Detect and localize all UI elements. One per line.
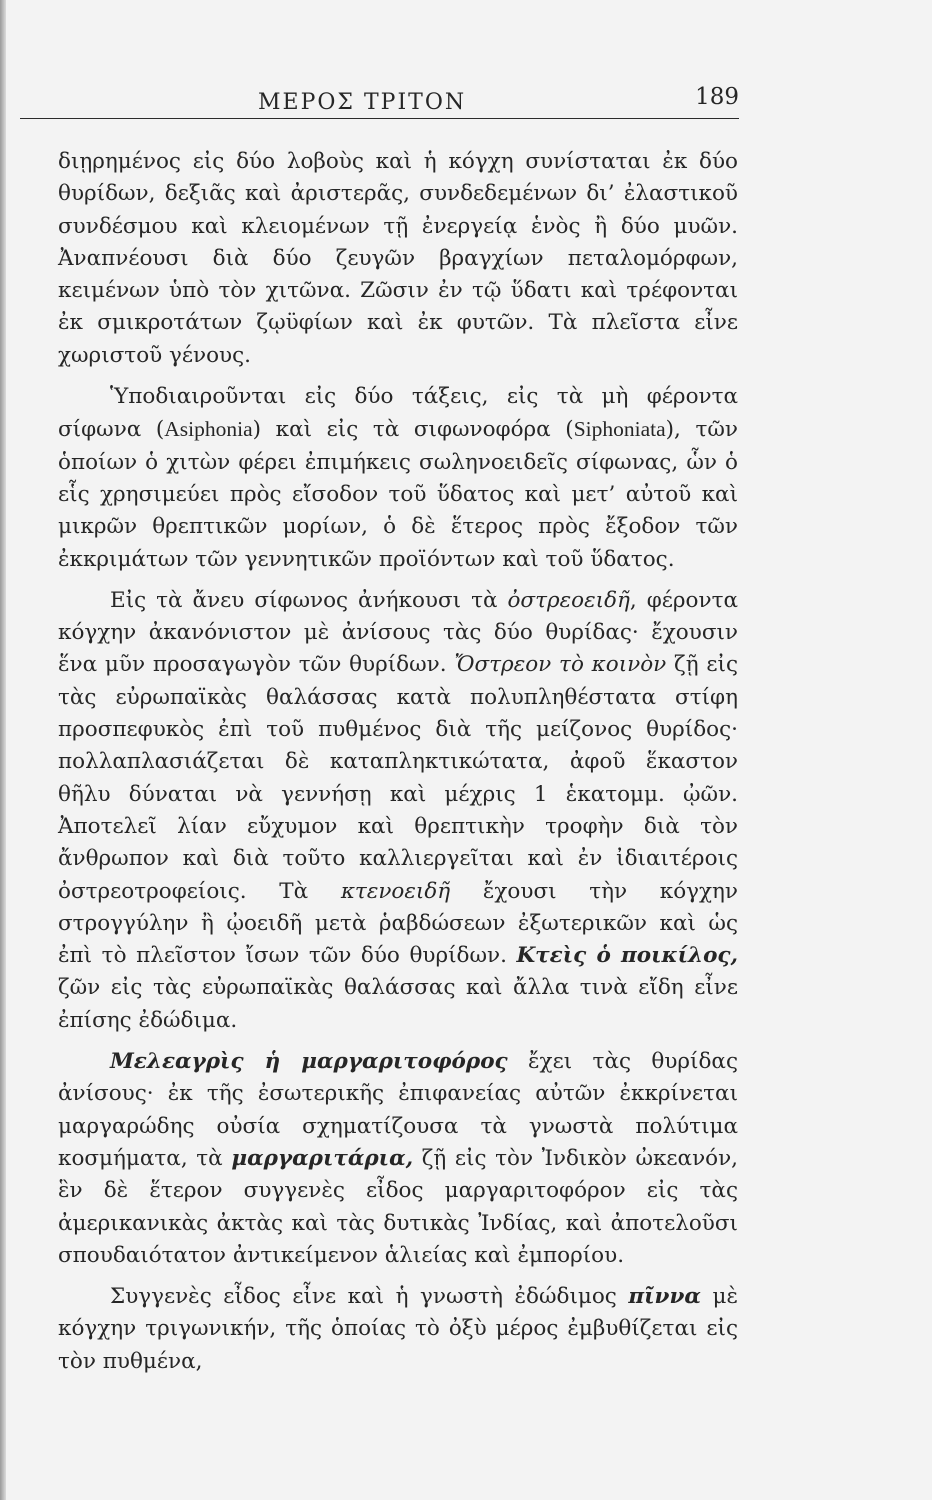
paragraph-2 xyxy=(58,381,738,576)
binding-gutter xyxy=(0,0,6,1500)
text-run: ), τῶν ὁποίων ὁ χιτὼν φέρει ἐπιμήκεις σωληνοειδεῖς σίφωνας, ὧν ὁ εἷς χρησιμεύει πρὸς εἴσοδον τοῦ ὕδατος καὶ μετ’ αὐτοῦ καὶ μικρῶν θρεπτικῶν μορίων, ὁ δὲ ἕτερος πρὸς ἔξοδον τῶν ἐκκριμάτων τῶν γεννητικῶν προϊόντων καὶ τοῦ ὕδατος. xyxy=(58,417,738,572)
text-run: ἔχουσι τὴν κόγχην στρογγύλην ἢ ᾠοειδῆ μετὰ ῥαβδώσεων ἐξωτερικῶν καὶ ὡς ἐπὶ τὸ πλεῖστον ἴσων τῶν δύο θυρίδων. xyxy=(58,878,738,969)
text-run: ζῇ εἰς τὸν Ἰνδικὸν ὠκεανόν, ἓν δὲ ἕτερον συγγενὲς εἶδος μαργαριτοφόρον εἰς τὰς ἀμερικανικὰς ἀκτὰς καὶ τὰς δυτικὰς Ἰνδίας, καὶ ἀποτελοῦσι σπουδαιότατον ἀντικείμενον ἁλιείας καὶ ἐμπορίου. xyxy=(58,1145,738,1268)
text-run: μὲ κόγχην τριγωνικήν, τῆς ὁποίας τὸ ὀξὺ μέρος ἐμβυθίζεται εἰς τὸν πυθμένα, xyxy=(58,1284,738,1374)
running-head: ΜΕΡΟΣ ΤΡΙΤΟΝ xyxy=(258,90,467,115)
page-number: 189 xyxy=(695,84,739,110)
text-run: ζῶν εἰς τὰς εὐρωπαϊκὰς θαλάσσας καὶ ἄλλα τινὰ εἴδη εἶνε ἐπίσης ἐδώδιμα. xyxy=(58,975,738,1033)
text-run: Συγγενὲς εἶδος εἶνε καὶ ἡ γνωστὴ ἐδώδιμος xyxy=(110,1284,629,1310)
body-text xyxy=(58,146,738,1378)
emphasized-term: πῖννα xyxy=(628,1284,701,1310)
text-run: Εἰς τὰ ἄνευ σίφωνος ἀνήκουσι τὰ xyxy=(110,587,508,613)
emphasized-term: Ὄστρεον τὸ κοινὸν xyxy=(454,652,667,678)
latin-term: Siphoniata xyxy=(573,417,666,442)
text-run: Ὑποδιαιροῦνται εἰς δύο τάξεις, εἰς τὰ μὴ φέροντα σίφωνα ( xyxy=(58,384,738,443)
text-run: ) καὶ εἰς τὰ σιφωνοφόρα ( xyxy=(252,417,574,443)
paragraph-5 xyxy=(58,1281,738,1378)
emphasized-term: κτενοειδῆ xyxy=(340,878,451,904)
paragraph-1 xyxy=(58,146,738,372)
text-run: ζῇ εἰς τὰς εὐρωπαϊκὰς θαλάσσας κατὰ πολυπληθέστατα στίφη προσπεφυκὸς ἐπὶ τοῦ πυθμένος διὰ τῆς μείζονος θυρίδος· πολλαπλασιάζεται δὲ καταπληκτικώτατα, ἀφοῦ ἕκαστον θῆλυ δύναται νὰ γεννήσῃ καὶ μέχρις 1 ἑκατομμ. ᾠῶν. Ἀποτελεῖ λίαν εὔχυμον καὶ θρεπτικὴν τροφὴν διὰ τὸν ἄνθρωπον καὶ διὰ τοῦτο καλλιεργεῖται καὶ ἐν ἰδιαιτέροις ὀστρεοτροφείοις. Τὰ xyxy=(58,652,738,904)
latin-term: Asiphonia xyxy=(164,417,253,442)
text-run: , φέροντα κόγχην ἀκανόνιστον μὲ ἀνίσους τὰς δύο θυρίδας· ἔχουσιν ἕνα μῦν προσαγωγὸν τῶν θυρίδων. xyxy=(58,587,738,678)
page-header xyxy=(20,84,739,119)
text-run: διῃρημένος εἰς δύο λοβοὺς καὶ ἡ κόγχη συνίσταται ἐκ δύο θυρίδων, δεξιᾶς καὶ ἀριστερᾶς, συνδεδεμένων δι’ ἐλαστικοῦ συνδέσμου καὶ κλειομένων τῇ ἐνεργείᾳ ἑνὸς ἢ δύο μυῶν. Ἀναπνέουσι διὰ δύο ζευγῶν βραγχίων πεταλομόρφων, κειμένων ὑπὸ τὸν χιτῶνα. Ζῶσιν ἐν τῷ ὕδατι καὶ τρέφονται ἐκ σμικροτάτων ζῳϋφίων καὶ ἐκ φυτῶν. Τὰ πλεῖστα εἶνε χωριστοῦ γένους. xyxy=(58,149,738,368)
paragraph-4 xyxy=(58,1046,738,1272)
emphasized-term: μαργαριτάρια, xyxy=(231,1145,414,1171)
paragraph-3 xyxy=(58,585,738,1037)
emphasized-term: Κτεὶς ὁ ποικίλος, xyxy=(516,943,738,969)
emphasized-term: ὀστρεοειδῆ xyxy=(507,587,630,613)
emphasized-term: Μελεαγρὶς ἡ μαργαριτοφόρος xyxy=(110,1049,508,1075)
text-run: ἔχει τὰς θυρίδας ἀνίσους· ἐκ τῆς ἐσωτερικῆς ἐπιφανείας αὐτῶν ἐκκρίνεται μαργαρώδης οὐσία σχηματίζουσα τὰ γνωστὰ πολύτιμα κοσμήματα, τὰ xyxy=(58,1049,738,1171)
